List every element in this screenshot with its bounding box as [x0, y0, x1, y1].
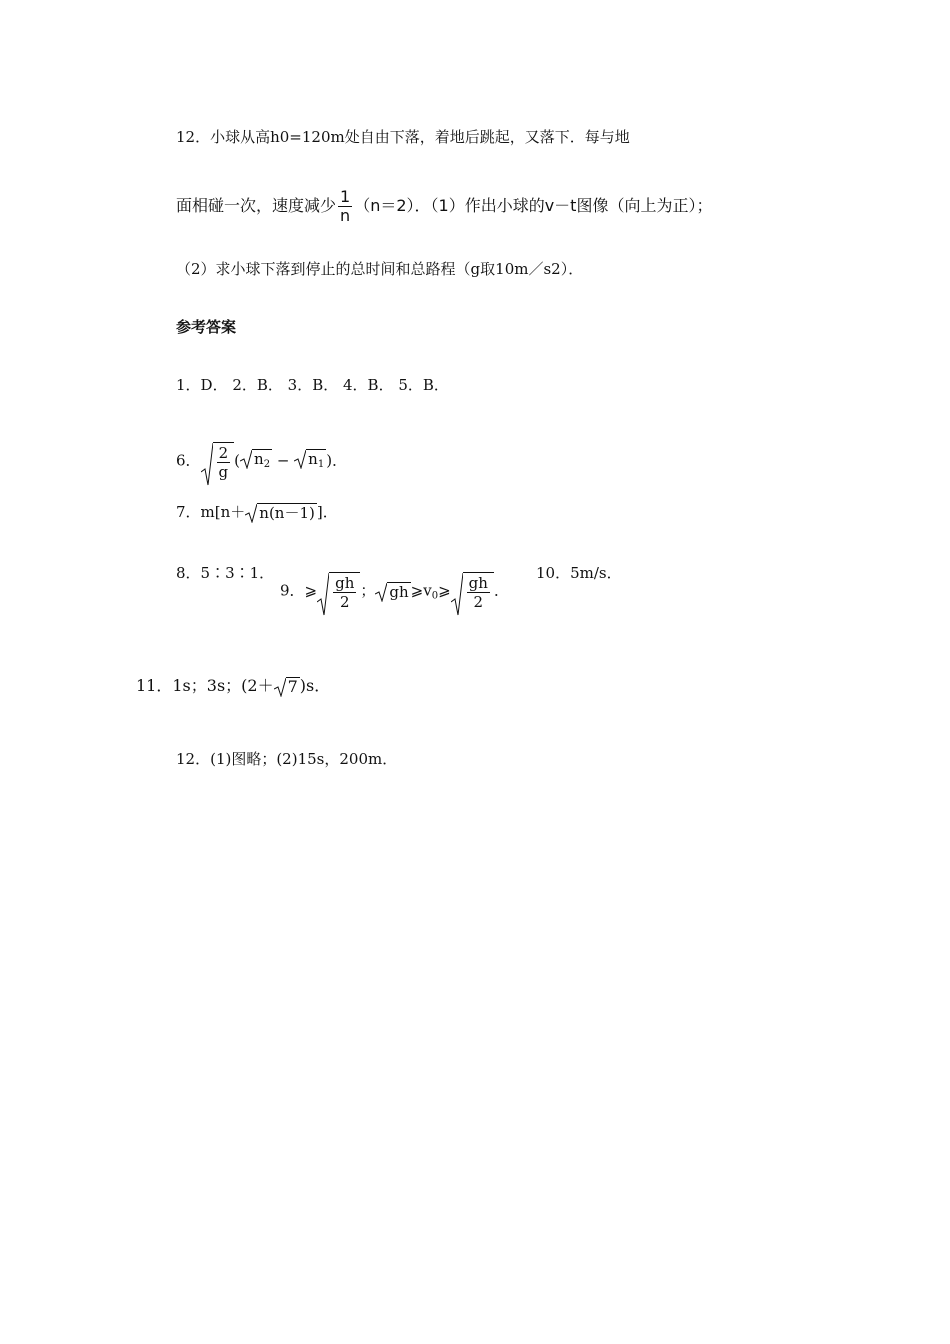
radical-sign-icon: [317, 572, 329, 616]
fraction-numerator: 2: [217, 444, 231, 463]
radical-sign-icon: [375, 582, 387, 602]
sqrt-7: [274, 677, 300, 697]
answer-11-label: 11．: [136, 676, 173, 695]
answer-8: 8．5∶3∶1．: [176, 564, 275, 582]
radical-sign-icon: [274, 677, 286, 697]
answer-9: [280, 572, 509, 611]
geq-sign: ⩾: [438, 581, 451, 600]
answer-7-pre: m[n＋: [200, 503, 246, 521]
answer-11-pre: 1s；3s；(2＋: [172, 676, 274, 695]
geq-v: ⩾v: [410, 581, 432, 600]
fraction-denominator: 2: [473, 593, 484, 611]
geq-sign: ⩾: [304, 581, 318, 600]
answer-6: [176, 442, 347, 481]
radical-sign-icon: [201, 442, 213, 486]
fraction-denominator: 2: [339, 593, 350, 611]
answers-heading: 参考答案: [176, 318, 237, 336]
sqrt-n2: [240, 449, 272, 474]
answer-7-post: ]．: [316, 503, 338, 521]
answer-7: [176, 502, 338, 523]
open-paren: (: [234, 451, 241, 470]
answer-11: [136, 676, 330, 697]
fraction-numerator: 1: [340, 187, 351, 206]
radicand: gh: [389, 582, 409, 601]
sqrt-2-over-g: [201, 442, 235, 481]
fraction-denominator: n: [340, 206, 351, 225]
close-paren: )．: [326, 451, 348, 470]
q12-line3: （2）求小球下落到停止的总时间和总路程（g取10m／s2）．: [176, 260, 584, 278]
radicand: n(n－1): [259, 504, 315, 522]
q12-line2-text-a: 面相碰一次，速度减少: [176, 196, 337, 215]
answer-9-end: ．: [493, 581, 509, 600]
radicand: 7: [287, 676, 298, 696]
q12-line1: 12．小球从高h0=120m处自由下落，着地后跳起，又落下．每与地: [176, 128, 630, 146]
n1-base: n: [308, 450, 318, 468]
minus-sign: −: [272, 451, 295, 470]
v0-subscript: 0: [431, 590, 439, 602]
answer-6-label: 6．: [176, 451, 201, 470]
radical-sign-icon: [451, 572, 463, 616]
fraction-gh-over-2: [467, 574, 490, 611]
fraction-2-over-g: [217, 444, 231, 481]
radical-sign-icon: [240, 449, 252, 469]
sqrt-n-n-minus-1: [245, 503, 317, 523]
answer-11-post: )s．: [299, 676, 331, 695]
answer-1-5: 1．D． 2．B． 3．B． 4．B． 5．B．: [176, 376, 449, 394]
answer-7-label: 7．: [176, 503, 201, 521]
sqrt-n1: [294, 449, 326, 474]
q12-line2-text-b: （n＝2）．（1）作出小球的v－t图像（向上为正）；: [354, 196, 713, 215]
radical-sign-icon: [294, 449, 306, 469]
fraction-numerator: gh: [335, 574, 355, 592]
sqrt-gh-over-2: [451, 572, 494, 611]
answer-12: 12．(1)图略；(2)15s，200m．: [176, 750, 398, 768]
sqrt-gh: [375, 582, 410, 602]
answer-10: 10．5m/s．: [536, 564, 622, 582]
fraction-gh-over-2: [333, 574, 356, 611]
fraction-one-over-n: [338, 188, 352, 225]
n2-subscript: 2: [263, 459, 271, 470]
q12-line2: [176, 188, 712, 225]
fraction-numerator: gh: [468, 574, 488, 592]
separator: ；: [360, 581, 376, 600]
radical-sign-icon: [245, 503, 257, 523]
sqrt-gh-over-2: [317, 572, 360, 611]
answer-9-label: 9．: [280, 581, 305, 600]
n1-subscript: 1: [317, 459, 325, 470]
n2-base: n: [254, 450, 264, 468]
fraction-denominator: g: [218, 463, 229, 481]
